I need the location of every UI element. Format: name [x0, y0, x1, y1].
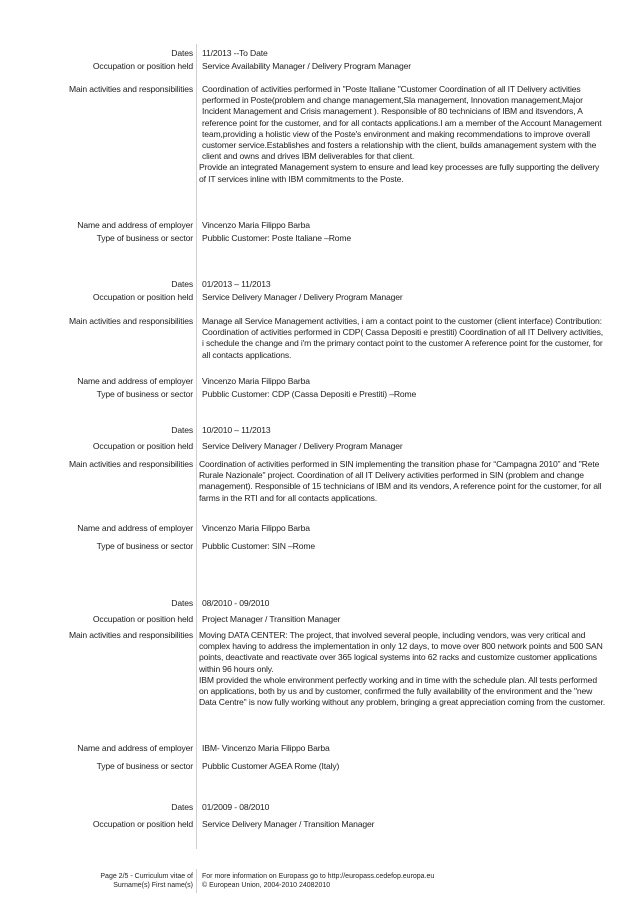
employer-label: Name and address of employer	[77, 523, 193, 533]
dates-value: 10/2010 – 11/2013	[202, 425, 271, 435]
footer-right	[202, 872, 602, 890]
occupation-value: Service Delivery Manager / Delivery Program Manager	[202, 292, 403, 302]
activities-value	[202, 316, 606, 361]
dates-label: Dates	[171, 48, 193, 58]
occupation-label: Occupation or position held	[92, 441, 193, 451]
activities-value	[199, 630, 607, 708]
footer-name-info: Surname(s) First name(s)	[113, 882, 193, 889]
footer-divider	[196, 869, 197, 893]
dates-value: 01/2009 - 08/2010	[202, 802, 270, 812]
employer-label: Name and address of employer	[77, 220, 193, 230]
dates-label: Dates	[171, 279, 193, 289]
employer-value: Vincenzo Maria Filippo Barba	[202, 523, 310, 533]
employer-value: Vincenzo Maria Filippo Barba	[202, 376, 310, 386]
activities-paragraph: Coordination of activities performed in "Poste Italiane "Customer Coordination of all IT Delivery activities performed in Poste(problem and change management,Sla management, Innovation management,Major Incident Management and Crisis management ). Responsible of 80 technicians of IBM and itsvendors, A reference point for the customer, and for all contacts applications.I am a member of the Account Management team,providing a holistic view of the Poste's environment and making recommendations to improve overall customer service.Establishes and fosters a relationship with the client, builds amanagement system with the client and owns and drives IBM deliverables for that client.	[202, 84, 602, 162]
occupation-label: Occupation or position held	[92, 292, 193, 302]
activities-label: Main activities and responsibilities	[68, 84, 193, 94]
footer-left	[3, 872, 193, 890]
business-label: Type of business or sector	[96, 541, 193, 551]
business-value: Pubblic Customer: Poste Italiane –Rome	[202, 233, 352, 243]
activities-paragraph: IBM provided the whole environment perfectly working and in time with the schedule plan. All tests performed on applications, both by us and by customer, confirmed the fully availability of the environment and the "new Data Centre" is now fully working without any problem, bringing a great appreciation coming from the customer.	[199, 674, 605, 708]
employer-label: Name and address of employer	[77, 376, 193, 386]
occupation-value: Service Availability Manager / Delivery Program Manager	[202, 61, 411, 71]
activities-value	[199, 459, 607, 504]
dates-label: Dates	[171, 802, 193, 812]
occupation-label: Occupation or position held	[92, 614, 193, 624]
dates-label: Dates	[171, 598, 193, 608]
footer-europass-link[interactable]: For more information on Europass go to http://europass.cedefop.europa.eu	[202, 873, 435, 880]
occupation-value: Project Manager / Transition Manager	[202, 614, 341, 624]
activities-label: Main activities and responsibilities	[68, 459, 193, 469]
employer-label: Name and address of employer	[77, 743, 193, 753]
dates-value: 08/2010 - 09/2010	[202, 598, 270, 608]
activities-label: Main activities and responsibilities	[68, 630, 193, 640]
business-label: Type of business or sector	[96, 233, 193, 243]
column-divider	[196, 44, 197, 849]
activities-paragraph: Provide an integrated Management system to ensure and lead key processes are fully supporting the delivery of IT services inline with IBM commitments to the Poste.	[199, 162, 600, 184]
business-label: Type of business or sector	[96, 761, 193, 771]
footer-page-info: Page 2/5 - Curriculum vitae of	[100, 873, 193, 880]
business-value: Pubblic Customer AGEA Rome (Italy)	[202, 761, 340, 771]
activities-value	[199, 84, 606, 185]
employer-value: IBM- Vincenzo Maria Filippo Barba	[202, 743, 330, 753]
footer-copyright: © European Union, 2004-2010 24082010	[202, 882, 331, 889]
activities-paragraph: Coordination of activities performed in SIN implementing the transition phase for “Campagna 2010” and "Rete Rurale Nazionale" project. Coordination of all IT Delivery activities performed in SIN (problem and change management). Responsible of 15 technicians of IBM and its vendors, A reference point for the customer, for all farms in the RTI and for all contacts applications.	[199, 459, 602, 503]
activities-paragraph: Manage all Service Management activities, i am a contact point to the customer (client interface) Contribution: Coordination of activities performed in CDP( Cassa Depositi e prestiti) Coordination of all IT Delivery activities, i schedule the change and i'm the primary contact point to the customer A reference point for the customer, for all contacts applications.	[202, 316, 603, 360]
business-value: Pubblic Customer: CDP (Cassa Depositi e Prestiti) –Rome	[202, 389, 417, 399]
dates-value: 11/2013 --To Date	[202, 48, 268, 58]
business-label: Type of business or sector	[96, 389, 193, 399]
occupation-value: Service Delivery Manager / Delivery Program Manager	[202, 441, 403, 451]
employer-value: Vincenzo Maria Filippo Barba	[202, 220, 310, 230]
activities-label: Main activities and responsibilities	[68, 316, 193, 326]
occupation-label: Occupation or position held	[92, 819, 193, 829]
business-value: Pubblic Customer: SIN –Rome	[202, 541, 315, 551]
occupation-value: Service Delivery Manager / Transition Manager	[202, 819, 375, 829]
occupation-label: Occupation or position held	[92, 61, 193, 71]
dates-value: 01/2013 – 11/2013	[202, 279, 271, 289]
dates-label: Dates	[171, 425, 193, 435]
activities-paragraph: Moving DATA CENTER: The project, that involved several people, including vendors, was very critical and complex having to address the implementation in only 12 days, to move over 800 network points and 500 SAN points, deactivate and reactivate over 365 logical systems into 62 racks and customize customer applications within 96 hours only.	[199, 630, 603, 674]
